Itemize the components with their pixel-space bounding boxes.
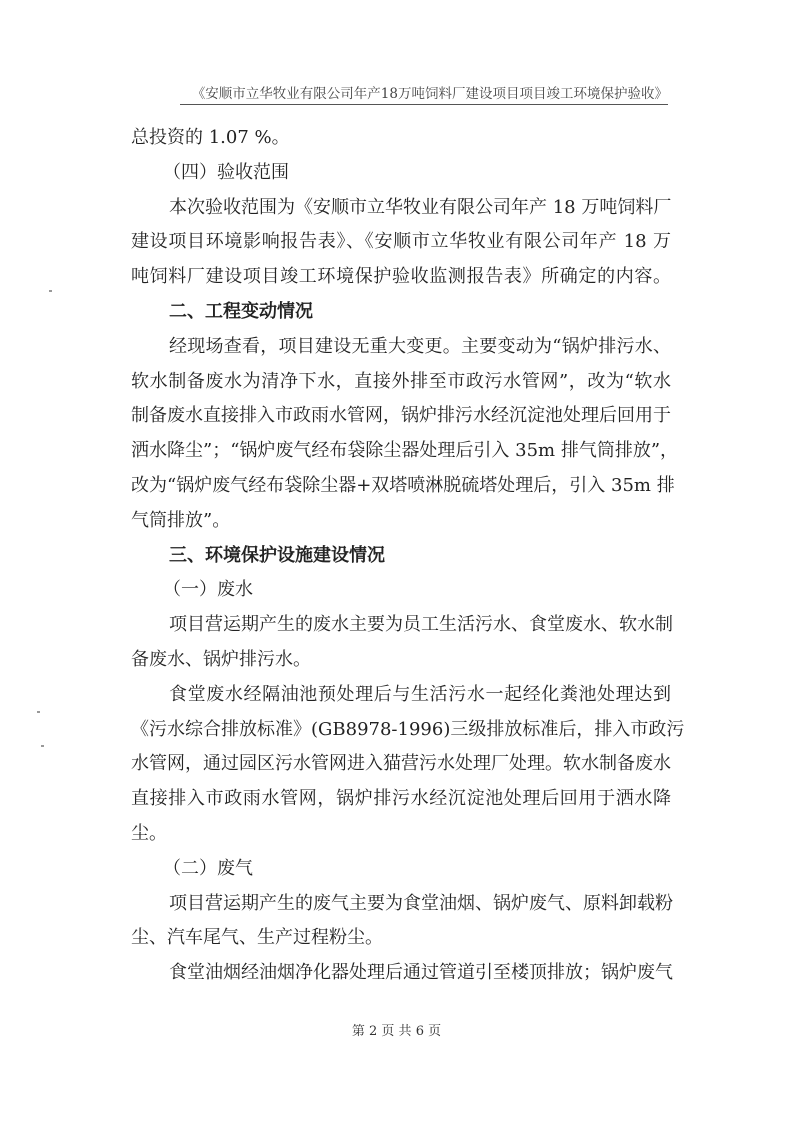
paragraph-line: 改为“锅炉废气经布袋除尘器+双塔喷淋脱硫塔处理后，引入 35m 排 [131, 474, 675, 496]
paragraph-line: 项目营运期产生的废气主要为食堂油烟、锅炉废气、原料卸载粉 [169, 892, 673, 914]
paragraph-line: 食堂油烟经油烟净化器处理后通过管道引至楼顶排放；锅炉废气 [169, 962, 673, 984]
subsection-heading: （四）验收范围 [163, 161, 289, 183]
running-header: 《安顺市立华牧业有限公司年产18万吨饲料厂建设项目项目竣工环境保护验收》 [180, 85, 668, 105]
page-number: 第 2 页 共 6 页 [351, 1024, 442, 1039]
scan-speck [41, 745, 44, 747]
section-heading: 三、环境保护设施建设情况 [169, 544, 385, 566]
paragraph-line: 总投资的 1.07 %。 [131, 127, 290, 148]
paragraph-line: 建设项目环境影响报告表》、《安顺市立华牧业有限公司年产 18 万 [131, 231, 671, 253]
subsection-heading: （一）废水 [163, 579, 253, 601]
paragraph-line: 项目营运期产生的废水主要为员工生活污水、食堂废水、软水制 [169, 614, 673, 636]
paragraph-line: 水管网，通过园区污水管网进入猫营污水处理厂处理。软水制备废水 [131, 753, 671, 775]
paragraph-line: 备废水、锅炉排污水。 [131, 648, 311, 670]
scan-speck [37, 711, 40, 713]
paragraph-line: 制备废水直接排入市政雨水管网，锅炉排污水经沉淀池处理后回用于 [131, 405, 671, 427]
paragraph-line: 洒水降尘”；“锅炉废气经布袋除尘器处理后引入 35m 排气筒排放”， [131, 440, 679, 462]
paragraph-line: 软水制备废水为清净下水，直接外排至市政污水管网”，改为“软水 [131, 370, 671, 392]
paragraph-line: 直接排入市政雨水管网，锅炉排污水经沉淀池处理后回用于洒水降 [131, 788, 671, 810]
paragraph-line: 本次验收范围为《安顺市立华牧业有限公司年产 18 万吨饲料厂 [169, 196, 672, 218]
paragraph-line: 尘、汽车尾气、生产过程粉尘。 [131, 927, 383, 949]
paragraph-line: 经现场查看，项目建设无重大变更。主要变动为“锅炉排污水、 [169, 335, 671, 357]
document-body [131, 121, 685, 991]
paragraph-line: 气筒排放”。 [131, 509, 231, 531]
subsection-heading: （二）废气 [163, 857, 253, 879]
paragraph-line: 《污水综合排放标准》(GB8978-1996)三级排放标准后，排入市政污 [131, 718, 685, 740]
paragraph-line: 吨饲料厂建设项目竣工环境保护验收监测报告表》所确定的内容。 [131, 266, 671, 288]
section-heading: 二、工程变动情况 [169, 300, 313, 322]
paragraph-line: 尘。 [131, 822, 167, 844]
paragraph-line: 食堂废水经隔油池预处理后与生活污水一起经化粪池处理达到 [169, 683, 671, 705]
scan-speck [49, 290, 52, 292]
